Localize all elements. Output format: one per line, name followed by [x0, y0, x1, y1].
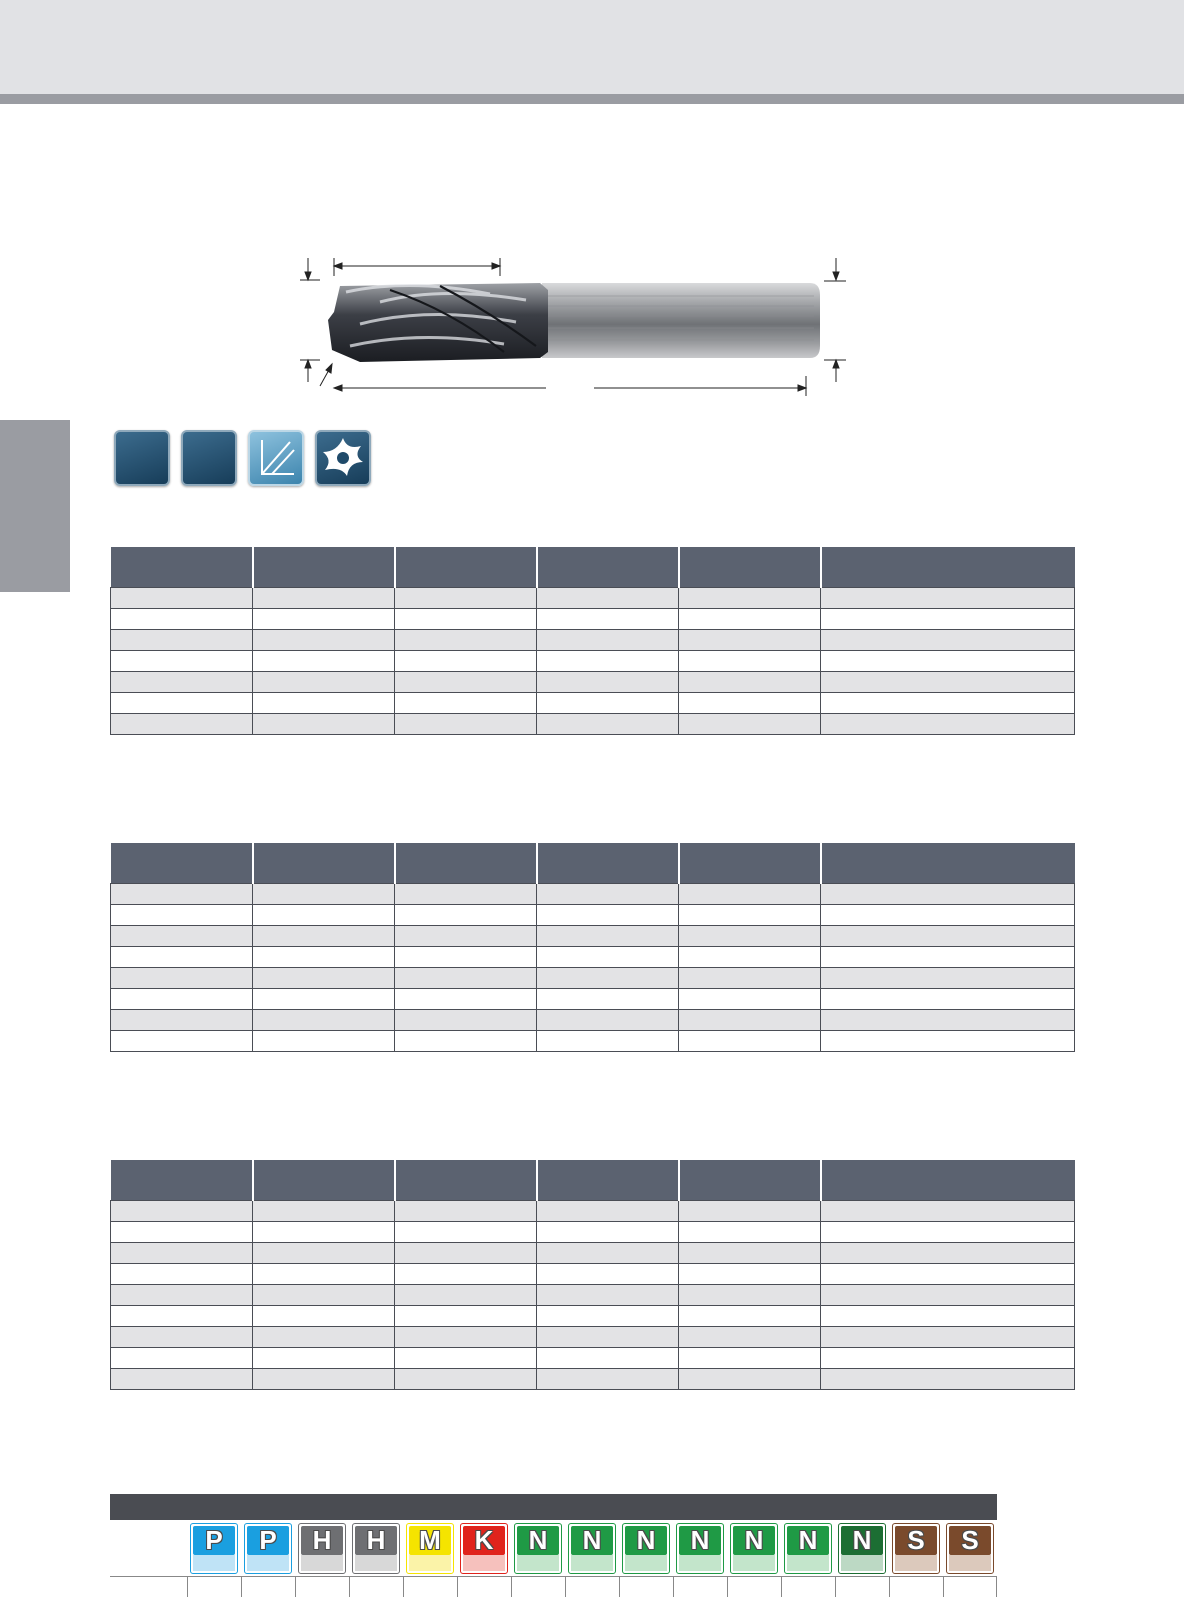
table-cell [821, 693, 1075, 714]
table-cell [395, 1264, 537, 1285]
table-cell [395, 926, 537, 947]
material-cell [673, 1520, 727, 1576]
table-row [111, 672, 1075, 693]
table-cell [821, 1201, 1075, 1222]
table-cell [821, 630, 1075, 651]
header-band [0, 0, 1184, 94]
table-cell [679, 1306, 821, 1327]
end-mill-illustration [290, 250, 890, 410]
material-cell [943, 1520, 997, 1576]
material-stripe [949, 1555, 991, 1571]
table-cell [111, 651, 253, 672]
table-cell [537, 1201, 679, 1222]
table-cell [253, 968, 395, 989]
table-cell [253, 630, 395, 651]
material-badge [460, 1523, 508, 1574]
table-header-row [111, 843, 1075, 884]
table-cell [395, 1243, 537, 1264]
table-cell [679, 609, 821, 630]
table-cell [253, 714, 395, 735]
table-cell [821, 714, 1075, 735]
table-cell [679, 693, 821, 714]
table-cell [111, 1222, 253, 1243]
four-flute-icon [315, 430, 371, 486]
table-cell [111, 672, 253, 693]
material-cell [187, 1520, 241, 1576]
table-cell [821, 884, 1075, 905]
table-cell [821, 1306, 1075, 1327]
material-cell [349, 1520, 403, 1576]
table-row [111, 884, 1075, 905]
table-cell [111, 1348, 253, 1369]
material-stripe [679, 1555, 721, 1571]
table-cell [537, 630, 679, 651]
material-value-cell [727, 1577, 781, 1597]
table-cell [537, 672, 679, 693]
table-cell [111, 1327, 253, 1348]
material-letter: M [409, 1526, 451, 1555]
table-cell [395, 1327, 537, 1348]
table-cell [537, 947, 679, 968]
table-cell [537, 968, 679, 989]
table-header-row [111, 547, 1075, 588]
material-stripe [247, 1555, 289, 1571]
table-cell [679, 1327, 821, 1348]
table-row [111, 1306, 1075, 1327]
table-cell [111, 609, 253, 630]
header-cell [821, 843, 1075, 884]
table-cell [537, 1348, 679, 1369]
material-stripe [355, 1555, 397, 1571]
table-cell [111, 588, 253, 609]
material-letter: N [787, 1526, 829, 1555]
table-row [111, 1031, 1075, 1052]
material-cell [727, 1520, 781, 1576]
table-row [111, 588, 1075, 609]
table-row [111, 989, 1075, 1010]
feature-icons [114, 430, 371, 488]
table-cell [679, 968, 821, 989]
material-badge [190, 1523, 238, 1574]
table-cell [253, 672, 395, 693]
material-value-cell [349, 1577, 403, 1597]
table-cell [395, 1010, 537, 1031]
table-cell [253, 1306, 395, 1327]
table-cell [395, 1348, 537, 1369]
material-value-cell [187, 1577, 241, 1597]
table-cell [679, 905, 821, 926]
table-cell [253, 693, 395, 714]
material-letter: N [679, 1526, 721, 1555]
table-cell [821, 588, 1075, 609]
end-mill-drawing [290, 250, 890, 410]
table-cell [395, 1201, 537, 1222]
table-cell [679, 1010, 821, 1031]
material-badges [187, 1520, 997, 1576]
material-cell [241, 1520, 295, 1576]
material-value-cell [565, 1577, 619, 1597]
material-cell [295, 1520, 349, 1576]
table-row [111, 1348, 1075, 1369]
table-row [111, 1243, 1075, 1264]
header-cell [537, 843, 679, 884]
header-cell [679, 843, 821, 884]
table-cell [679, 672, 821, 693]
table-cell [537, 651, 679, 672]
material-letter: N [571, 1526, 613, 1555]
material-badge [892, 1523, 940, 1574]
header-cell [537, 1160, 679, 1201]
table-cell [395, 1285, 537, 1306]
table-header-row [111, 1160, 1075, 1201]
spec-table-2 [110, 843, 1075, 1052]
table-cell [111, 1243, 253, 1264]
table-cell [395, 884, 537, 905]
table-cell [821, 1031, 1075, 1052]
spec-table-1 [110, 547, 1075, 735]
table-cell [679, 1285, 821, 1306]
material-value-cell [673, 1577, 727, 1597]
material-stripe [571, 1555, 613, 1571]
table-row [111, 1010, 1075, 1031]
table-cell [821, 609, 1075, 630]
table-row [111, 651, 1075, 672]
material-cell [781, 1520, 835, 1576]
material-badge [352, 1523, 400, 1574]
table-cell [821, 926, 1075, 947]
material-letter: P [247, 1526, 289, 1555]
material-badge [298, 1523, 346, 1574]
table-row [111, 630, 1075, 651]
table-cell [537, 1285, 679, 1306]
table-cell [111, 947, 253, 968]
table-cell [537, 989, 679, 1010]
header-cell [253, 843, 395, 884]
table-cell [679, 926, 821, 947]
material-value-cell [457, 1577, 511, 1597]
table-cell [253, 989, 395, 1010]
table-cell [253, 651, 395, 672]
table-cell [537, 1327, 679, 1348]
material-cell [619, 1520, 673, 1576]
table-cell [395, 947, 537, 968]
material-stripe [409, 1555, 451, 1571]
material-badge [730, 1523, 778, 1574]
table-cell [679, 651, 821, 672]
table-cell [537, 1306, 679, 1327]
table-cell [111, 714, 253, 735]
material-badge [676, 1523, 724, 1574]
table-row [111, 1201, 1075, 1222]
material-stripe [841, 1555, 883, 1571]
header-cell [111, 1160, 253, 1201]
table-cell [395, 1031, 537, 1052]
table-cell [111, 968, 253, 989]
table-cell [679, 989, 821, 1010]
material-letter: H [355, 1526, 397, 1555]
table-cell [111, 1285, 253, 1306]
header-cell [821, 547, 1075, 588]
table-cell [679, 1201, 821, 1222]
table-cell [111, 989, 253, 1010]
material-cell [403, 1520, 457, 1576]
material-letter: S [949, 1526, 991, 1555]
table-cell [111, 1010, 253, 1031]
table-cell [537, 1243, 679, 1264]
table-cell [537, 588, 679, 609]
table-cell [111, 1306, 253, 1327]
material-letter: S [895, 1526, 937, 1555]
header-cell [679, 547, 821, 588]
material-stripe [787, 1555, 829, 1571]
material-letter: H [301, 1526, 343, 1555]
table-row [111, 714, 1075, 735]
table-cell [395, 1369, 537, 1390]
material-cell [835, 1520, 889, 1576]
material-letter: N [841, 1526, 883, 1555]
table-cell [253, 1010, 395, 1031]
material-badge [838, 1523, 886, 1574]
table-cell [679, 588, 821, 609]
material-application-table [110, 1494, 997, 1597]
material-cell [457, 1520, 511, 1576]
material-cell [889, 1520, 943, 1576]
table-cell [111, 1369, 253, 1390]
material-badge [784, 1523, 832, 1574]
material-stripe [301, 1555, 343, 1571]
table-row [111, 1369, 1075, 1390]
table-cell [821, 1327, 1075, 1348]
table-cell [821, 905, 1075, 926]
material-letter: K [463, 1526, 505, 1555]
table-cell [679, 884, 821, 905]
table-cell [395, 651, 537, 672]
table-cell [537, 905, 679, 926]
material-letter: N [733, 1526, 775, 1555]
table-cell [395, 693, 537, 714]
table-row [111, 1264, 1075, 1285]
table-cell [111, 884, 253, 905]
table-cell [679, 947, 821, 968]
table-cell [395, 968, 537, 989]
table-cell [253, 588, 395, 609]
table-cell [395, 609, 537, 630]
table-cell [253, 1327, 395, 1348]
material-value-cell [619, 1577, 673, 1597]
table-cell [821, 989, 1075, 1010]
table-row [111, 968, 1075, 989]
material-value-cell [511, 1577, 565, 1597]
header-rule [0, 94, 1184, 104]
material-letter: P [193, 1526, 235, 1555]
material-value-cell [241, 1577, 295, 1597]
table-row [111, 693, 1075, 714]
table-cell [537, 1010, 679, 1031]
table-cell [253, 609, 395, 630]
table-cell [253, 1201, 395, 1222]
table-row [111, 905, 1075, 926]
table-cell [821, 1243, 1075, 1264]
material-stripe [625, 1555, 667, 1571]
table-cell [821, 672, 1075, 693]
table-cell [821, 968, 1075, 989]
table-cell [395, 588, 537, 609]
table-cell [395, 714, 537, 735]
table-cell [395, 630, 537, 651]
table-cell [253, 1031, 395, 1052]
header-cell [821, 1160, 1075, 1201]
material-cell [565, 1520, 619, 1576]
table-cell [395, 672, 537, 693]
table-cell [537, 1031, 679, 1052]
table-cell [253, 1285, 395, 1306]
header-cell [111, 547, 253, 588]
header-cell [395, 843, 537, 884]
table-cell [111, 693, 253, 714]
table-cell [537, 609, 679, 630]
table-cell [537, 693, 679, 714]
material-stripe [895, 1555, 937, 1571]
material-value-row [110, 1576, 997, 1597]
table-cell [395, 905, 537, 926]
material-badge [406, 1523, 454, 1574]
coating-icon [114, 430, 170, 486]
table-cell [821, 1010, 1075, 1031]
material-value-cell [403, 1577, 457, 1597]
material-value-cell [835, 1577, 889, 1597]
table-cell [111, 1031, 253, 1052]
table-cell [253, 905, 395, 926]
table-cell [821, 947, 1075, 968]
header-cell [111, 843, 253, 884]
header-cell [253, 547, 395, 588]
material-value-cell [295, 1577, 349, 1597]
table-cell [537, 884, 679, 905]
table-cell [253, 926, 395, 947]
table-row [111, 1285, 1075, 1306]
table-cell [253, 1348, 395, 1369]
table-cell [395, 1222, 537, 1243]
material-badge [622, 1523, 670, 1574]
table-cell [111, 1201, 253, 1222]
table-cell [679, 630, 821, 651]
material-row-label [110, 1520, 186, 1576]
material-values [187, 1577, 997, 1597]
material-badge [568, 1523, 616, 1574]
table-cell [679, 714, 821, 735]
material-value-cell [943, 1577, 997, 1597]
table-cell [679, 1222, 821, 1243]
spec-table-3 [110, 1160, 1075, 1390]
material-stripe [733, 1555, 775, 1571]
header-cell [395, 1160, 537, 1201]
material-badge-row [110, 1520, 997, 1576]
table-cell [253, 1222, 395, 1243]
table-cell [253, 947, 395, 968]
table-cell [253, 1264, 395, 1285]
table-row [111, 947, 1075, 968]
material-stripe [463, 1555, 505, 1571]
table-row [111, 609, 1075, 630]
header-cell [395, 547, 537, 588]
table-cell [537, 1369, 679, 1390]
material-value-cell [889, 1577, 943, 1597]
table-cell [679, 1243, 821, 1264]
table-cell [537, 1264, 679, 1285]
table-cell [679, 1264, 821, 1285]
table-cell [253, 1369, 395, 1390]
table-cell [821, 1348, 1075, 1369]
material-badge [514, 1523, 562, 1574]
table-row [111, 1222, 1075, 1243]
table-cell [821, 1369, 1075, 1390]
material-cell [511, 1520, 565, 1576]
table-cell [537, 1222, 679, 1243]
material-badge [946, 1523, 994, 1574]
table-cell [537, 926, 679, 947]
table-cell [111, 905, 253, 926]
table-cell [395, 1306, 537, 1327]
table-cell [679, 1348, 821, 1369]
header-cell [537, 547, 679, 588]
table-cell [821, 1264, 1075, 1285]
header-cell [679, 1160, 821, 1201]
coating-icon [181, 430, 237, 486]
material-letter: N [625, 1526, 667, 1555]
table-cell [679, 1369, 821, 1390]
material-stripe [517, 1555, 559, 1571]
material-value-cell [781, 1577, 835, 1597]
material-badge [244, 1523, 292, 1574]
helix-angle-icon [248, 430, 304, 486]
table-cell [111, 1264, 253, 1285]
table-cell [821, 651, 1075, 672]
table-row [111, 1327, 1075, 1348]
table-cell [111, 630, 253, 651]
table-cell [253, 884, 395, 905]
table-cell [111, 926, 253, 947]
section-side-tab [0, 420, 70, 592]
table-row [111, 926, 1075, 947]
table-cell [537, 714, 679, 735]
material-table-header [110, 1494, 997, 1520]
table-cell [679, 1031, 821, 1052]
table-cell [395, 989, 537, 1010]
table-cell [821, 1285, 1075, 1306]
material-letter: N [517, 1526, 559, 1555]
table-cell [253, 1243, 395, 1264]
table-cell [821, 1222, 1075, 1243]
header-cell [253, 1160, 395, 1201]
material-stripe [193, 1555, 235, 1571]
